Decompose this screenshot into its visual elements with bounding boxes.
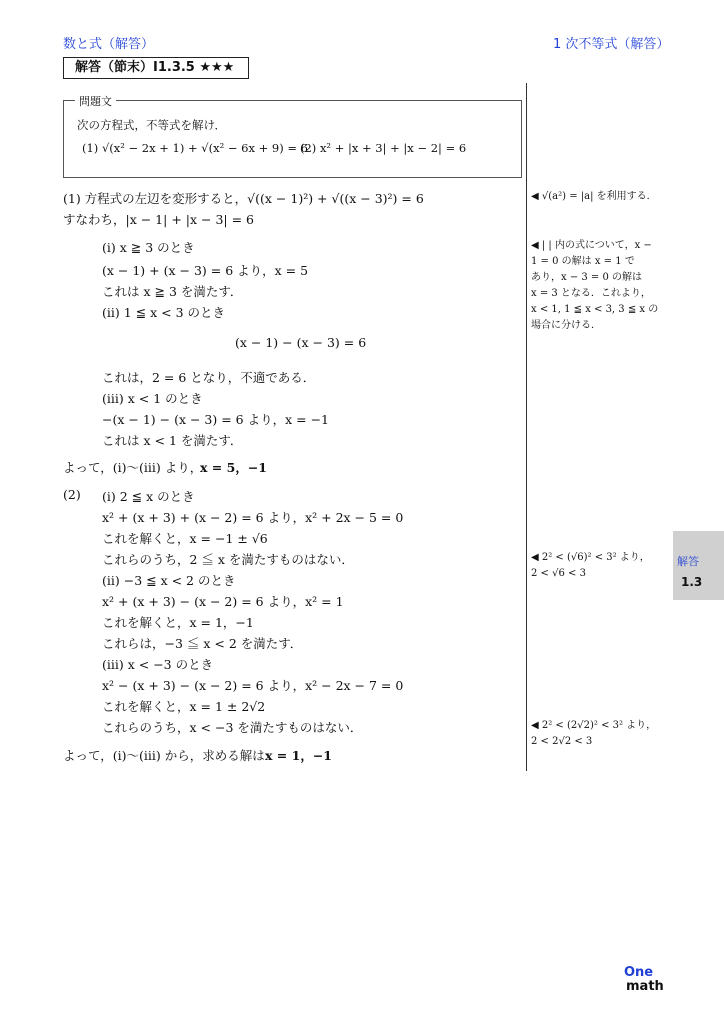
problem-q1: (1) √(x² − 2x + 1) + √(x² − 6x + 9) = 6	[82, 141, 308, 155]
solution-line: よって，(i)〜(iii) から，求める解は	[63, 748, 265, 763]
margin-note: ◀ 2² < (2√2)² < 3² より， 2 < 2√2 < 3	[531, 720, 657, 747]
solution-line: これは x < 1 を満たす．	[102, 433, 243, 448]
solution-line: (iii) x < −3 のとき	[102, 657, 214, 672]
header-left: 数と式（解答）	[63, 37, 155, 52]
solution-line: これは x ≧ 3 を満たす．	[102, 284, 243, 299]
solution-line: x² + (x + 3) + (x − 2) = 6 より，x² + 2x − 5 = 0	[102, 510, 404, 525]
solution-line: −(x − 1) − (x − 3) = 6 より，x = −1	[102, 412, 329, 427]
solution-line: これらのうち，2 ≦ x を満たすものはない．	[102, 552, 354, 567]
solution-line: x² − (x + 3) − (x − 2) = 6 より，x² − 2x − 7 = 0	[102, 678, 404, 693]
solution-line: これを解くと，x = 1，−1	[102, 615, 254, 630]
margin-divider	[526, 83, 527, 771]
solution-line: (2)	[63, 487, 81, 502]
chapter-tab[interactable]	[673, 531, 724, 600]
solution-line: (i) 2 ≦ x のとき	[102, 489, 195, 504]
chapter-tab-number: 1.3	[681, 575, 703, 589]
onemath-logo: One math	[624, 965, 664, 994]
chapter-tab-label: 解答	[677, 555, 699, 568]
solution-line: x² + (x + 3) − (x − 2) = 6 より，x² = 1	[102, 594, 344, 609]
header-right: 1 次不等式（解答）	[553, 37, 670, 52]
solution-line: (ii) 1 ≦ x < 3 のとき	[102, 305, 225, 320]
margin-note: ◀ √(a²) = |a| を利用する．	[531, 191, 657, 202]
solution-line: これを解くと，x = −1 ± √6	[102, 531, 268, 546]
answer-1: x = 5，−1	[200, 460, 267, 475]
solution-line: (1) 方程式の左辺を変形すると，√((x − 1)²) + √((x − 3)²) = 6	[63, 191, 424, 206]
solution-line: (i) x ≧ 3 のとき	[102, 240, 195, 255]
solution-line: よって，(i)〜(iii) より，	[63, 460, 203, 475]
margin-note: ◀ 2² < (√6)² < 3² より， 2 < √6 < 3	[531, 552, 650, 579]
problem-label: 問題文	[75, 93, 116, 109]
solution-line: (iii) x < 1 のとき	[102, 391, 203, 406]
problem-q2: (2) x² + |x + 3| + |x − 2| = 6	[300, 141, 467, 155]
solution-line: すなわち，|x − 1| + |x − 3| = 6	[63, 212, 254, 227]
page-title: 解答（節末）I1.3.5 ★★★	[63, 57, 249, 79]
margin-note: ◀ | | 内の式について，x − 1 = 0 の解は x = 1 で あり，x − 3 = 0 の解は x = 3 となる．これより， x < 1, 1 ≦ x < 3, 3 ≦ x の 場合に分ける．	[531, 240, 659, 331]
solution-line: (ii) −3 ≦ x < 2 のとき	[102, 573, 236, 588]
solution-line: (x − 1) − (x − 3) = 6	[235, 335, 367, 350]
solution-line: これらのうち，x < −3 を満たすものはない．	[102, 720, 363, 735]
problem-box	[63, 100, 522, 178]
solution-line: これは，2 = 6 となり，不適である．	[102, 370, 316, 385]
solution-line: (x − 1) + (x − 3) = 6 より，x = 5	[102, 263, 309, 278]
problem-instruction: 次の方程式，不等式を解け．	[77, 118, 227, 132]
solution-line: これらは，−3 ≦ x < 2 を満たす．	[102, 636, 303, 651]
answer-2: x = 1，−1	[265, 748, 332, 763]
solution-line: これを解くと，x = 1 ± 2√2	[102, 699, 266, 714]
